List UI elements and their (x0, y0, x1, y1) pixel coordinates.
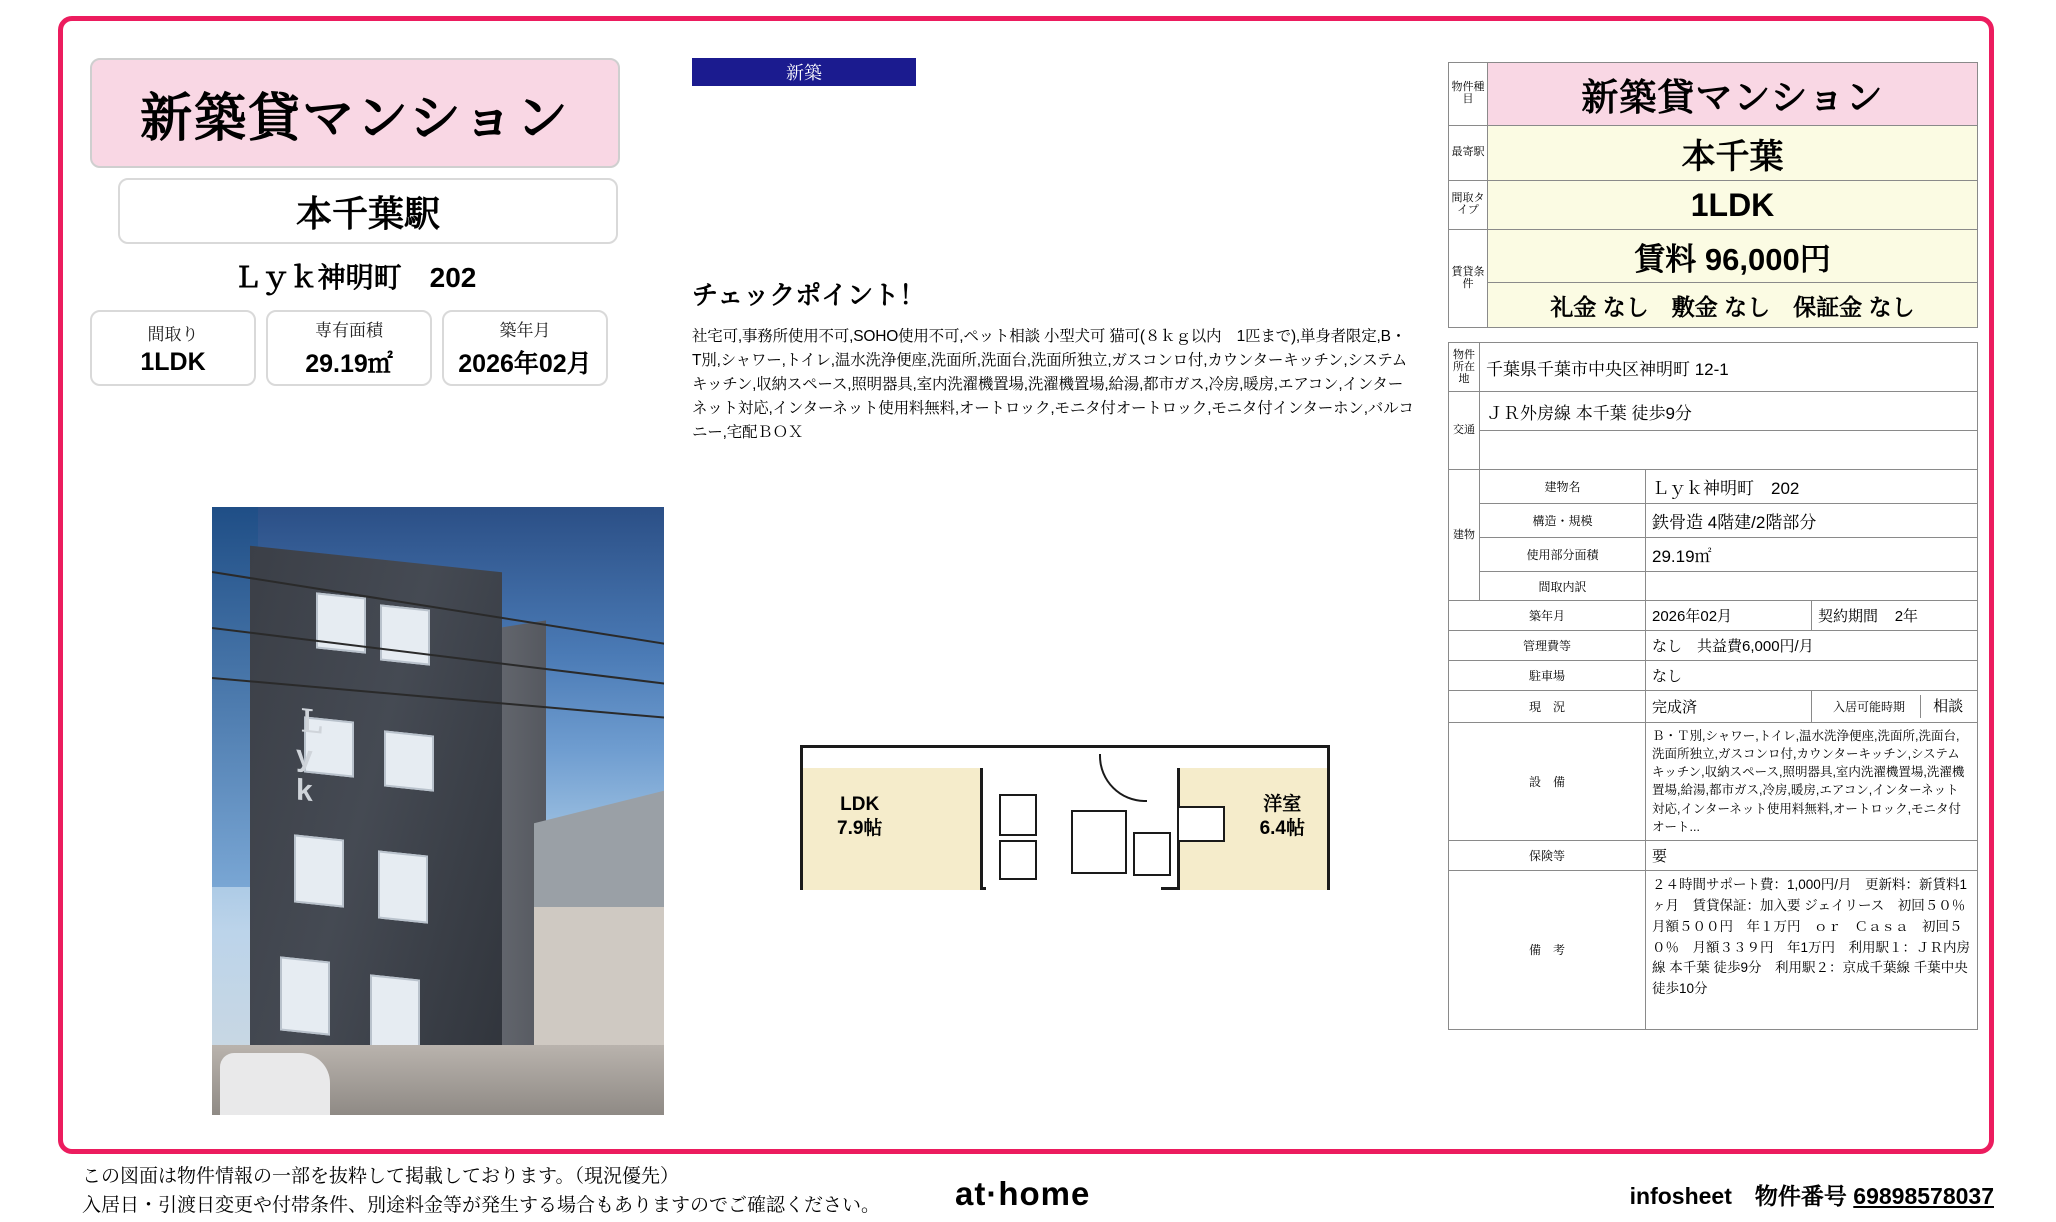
footer-disclaimer-line1: この図面は物件情報の一部を抜粋して掲載しております。（現況優先） (82, 1166, 679, 1187)
spec-layout-value: 1LDK (140, 347, 206, 376)
spec-year (442, 310, 608, 386)
footer-disclaimer-line2: 入居日・引渡日変更や付帯条件、別途料金等が発生する場合もありますのでご確認ください。 (82, 1194, 881, 1216)
new-badge: 新築 (692, 58, 916, 86)
infosheet-number: 69898578037 (1853, 1183, 1994, 1209)
detail-label-building-name: 建物名 (1480, 470, 1646, 504)
detail-value-parking: なし (1646, 661, 1978, 691)
summary-value-station: 本千葉 (1488, 126, 1978, 181)
detail-label-access (1449, 392, 1480, 470)
summary-value-type: 新築貸マンション (1488, 63, 1978, 126)
detail-label-movein: 入居可能時期 (1818, 695, 1921, 718)
detail-value-year: 2026年02月 (1646, 601, 1812, 631)
detail-value-remarks: ２４時間サポート費：1,000円/月 更新料：新賃料1ヶ月 賃貸保証：加入要 ジェイリース 初回５０％ 月額５００円 年１万円 ｏｒ Ｃａｓａ 初回５０％ 月額３３９円 年1万円 利用駅１：ＪＲ内房線 本千葉 徒歩9分 利用駅２：京成千葉線 千葉中央 徒歩10分 (1646, 870, 1978, 1029)
summary-label-terms (1449, 230, 1488, 328)
right-panel (1448, 62, 1978, 1030)
detail-label-layout-detail: 間取内訳 (1480, 572, 1646, 601)
spec-row (90, 310, 630, 386)
summary-value-rent: 賃料 96,000円 (1488, 230, 1978, 283)
property-type-title-text: 新築貸マンション (140, 89, 570, 148)
spec-area-label: 専有面積 (315, 321, 383, 340)
detail-row-year (1449, 601, 1978, 631)
summary-row-station (1449, 126, 1978, 181)
detail-label-year: 築年月 (1449, 601, 1646, 631)
detail-value-address: 千葉県千葉市中央区神明町 12-1 (1480, 343, 1978, 392)
summary-label-type (1449, 63, 1488, 126)
summary-value-layout: 1LDK (1488, 181, 1978, 230)
spec-year-label: 築年月 (499, 321, 551, 340)
summary-label-layout-text: 間取タイプ (1451, 192, 1485, 216)
detail-value-access2 (1480, 431, 1978, 470)
detail-label-address (1449, 343, 1480, 392)
floorplan-room-size: 6.4帖 (1259, 817, 1305, 839)
detail-row-building-name (1449, 470, 1978, 504)
detail-value-building-name: Ｌｙｋ神明町 202 (1646, 470, 1978, 504)
detail-row-parking (1449, 661, 1978, 691)
spec-year-value: 2026年02月 (458, 350, 592, 378)
photo-window (294, 834, 344, 907)
detail-label-status: 現 況 (1449, 691, 1646, 723)
summary-label-layout (1449, 181, 1488, 230)
detail-label-contract: 契約期間 (1818, 608, 1879, 625)
detail-label-access-text: 交通 (1453, 424, 1475, 437)
property-type-title (90, 58, 620, 168)
detail-row-address (1449, 343, 1978, 392)
detail-label-building (1449, 470, 1480, 601)
summary-row-fees (1449, 283, 1978, 328)
summary-row-layout (1449, 181, 1978, 230)
summary-value-fees: 礼金 なし 敷金 なし 保証金 なし (1488, 283, 1978, 328)
building-photo (212, 507, 664, 1115)
detail-row-layout-detail (1449, 572, 1978, 601)
station-box (118, 178, 618, 244)
photo-building-logo: Ｌ y k (296, 704, 326, 809)
spec-area (266, 310, 432, 386)
floorplan-toilet (1133, 832, 1171, 876)
detail-value-structure: 鉄骨造 4階建/2階部分 (1646, 504, 1978, 538)
left-panel (90, 58, 630, 386)
spec-layout-label: 間取り (147, 324, 199, 344)
summary-label-type-text: 物件種目 (1451, 81, 1485, 105)
floorplan-ldk-size: 7.9帖 (837, 817, 883, 839)
detail-value-access: ＪＲ外房線 本千葉 徒歩9分 (1480, 392, 1978, 431)
detail-value-mgmt: なし 共益費6,000円/月 (1646, 631, 1978, 661)
infosheet-block (1630, 1178, 1994, 1211)
detail-label-area: 使用部分面積 (1480, 538, 1646, 572)
detail-row-insurance (1449, 840, 1978, 870)
spec-layout (90, 310, 256, 386)
detail-value-movein: 相談 (1933, 698, 1964, 715)
building-name: Ｌｙｋ神明町 202 (233, 262, 477, 293)
detail-label-equip: 設 備 (1449, 723, 1646, 841)
detail-value-equip: Ｂ・Ｔ別,シャワー,トイレ,温水洗浄便座,洗面所,洗面台,洗面所独立,ガスコンロ付,カウンターキッチン,システムキッチン,収納スペース,照明器具,室内洗濯機置場,洗濯機置場,給湯,都市ガス,冷房,暖房,エアコン,インターネット対応,インターネット使用料無料,オートロック,モニタ付オート... (1646, 723, 1978, 841)
photo-window (280, 956, 330, 1035)
summary-label-station-text: 最寄駅 (1451, 146, 1485, 159)
photo-window (378, 850, 428, 923)
detail-row-remarks (1449, 870, 1978, 1029)
detail-value-contract: 2年 (1894, 608, 1919, 625)
photo-car (220, 1053, 330, 1115)
station-name: 本千葉駅 (295, 192, 440, 234)
photo-window (370, 974, 420, 1053)
floorplan-bath (1071, 810, 1127, 874)
detail-contract (1812, 601, 1978, 631)
footer-disclaimer (82, 1163, 880, 1220)
summary-label-terms-text: 賃貸条件 (1451, 265, 1485, 290)
floorplan-kitchen-fixture (999, 794, 1037, 836)
detail-row-structure (1449, 504, 1978, 538)
detail-row-access2 (1449, 431, 1978, 470)
checkpoint-title: チェックポイント！ (692, 280, 926, 310)
floorplan-ldk-room (803, 768, 983, 890)
detail-label-address-text: 物件所在地 (1453, 348, 1475, 386)
detail-row-equip (1449, 723, 1978, 841)
detail-row-status (1449, 691, 1978, 723)
detail-value-area: 29.19㎡ (1646, 538, 1978, 572)
detail-label-insurance: 保険等 (1449, 840, 1646, 870)
summary-table (1448, 62, 1978, 328)
detail-value-insurance: 要 (1646, 840, 1978, 870)
detail-label-building-text: 建物 (1453, 528, 1475, 541)
photo-window (384, 730, 434, 791)
detail-row-area (1449, 538, 1978, 572)
floorplan (800, 745, 1330, 890)
floorplan-washbasin (1177, 806, 1225, 842)
floorplan-room-label (1260, 793, 1305, 841)
detail-table (1448, 342, 1978, 1030)
detail-value-status: 完成済 (1646, 691, 1812, 723)
summary-row-type (1449, 63, 1978, 126)
detail-label-mgmt: 管理費等 (1449, 631, 1646, 661)
detail-label-parking: 駐車場 (1449, 661, 1646, 691)
summary-row-rent (1449, 230, 1978, 283)
floorplan-ldk-label (837, 793, 882, 841)
detail-row-mgmt (1449, 631, 1978, 661)
floorplan-kitchen-fixture (999, 840, 1037, 880)
detail-value-layout-detail (1646, 572, 1978, 601)
infosheet-label: infosheet 物件番号 (1629, 1183, 1847, 1209)
detail-label-structure: 構造・規模 (1480, 504, 1646, 538)
checkpoint-body: 社宅可,事務所使用不可,SOHO使用不可,ペット相談 小型犬可 猫可(８ｋｇ以内 1匹まで),単身者限定,B・T別,シャワー,トイレ,温水洗浄便座,洗面所,洗面台,洗面所独立,ガスコンロ付,カウンターキッチン,システムキッチン,収納スペース,照明器具,室内洗濯機置場,洗濯機置場,給湯,都市ガス,冷房,暖房,エアコン,インターネット対応,インターネット使用料無料,オートロック,モニタ付オートロック,モニタ付インターホン,バルコニー,宅配ＢＯＸ (692, 328, 1414, 442)
spec-area-value: 29.19㎡ (305, 350, 393, 378)
summary-label-station (1449, 126, 1488, 181)
athome-logo: at·home (955, 1175, 1091, 1212)
detail-row-access (1449, 392, 1978, 431)
floorplan-ldk-name: LDK (840, 794, 880, 815)
detail-label-remarks: 備 考 (1449, 870, 1646, 1029)
floorplan-room-name: 洋室 (1263, 794, 1302, 815)
detail-movein (1812, 691, 1978, 723)
photo-window (380, 604, 430, 665)
